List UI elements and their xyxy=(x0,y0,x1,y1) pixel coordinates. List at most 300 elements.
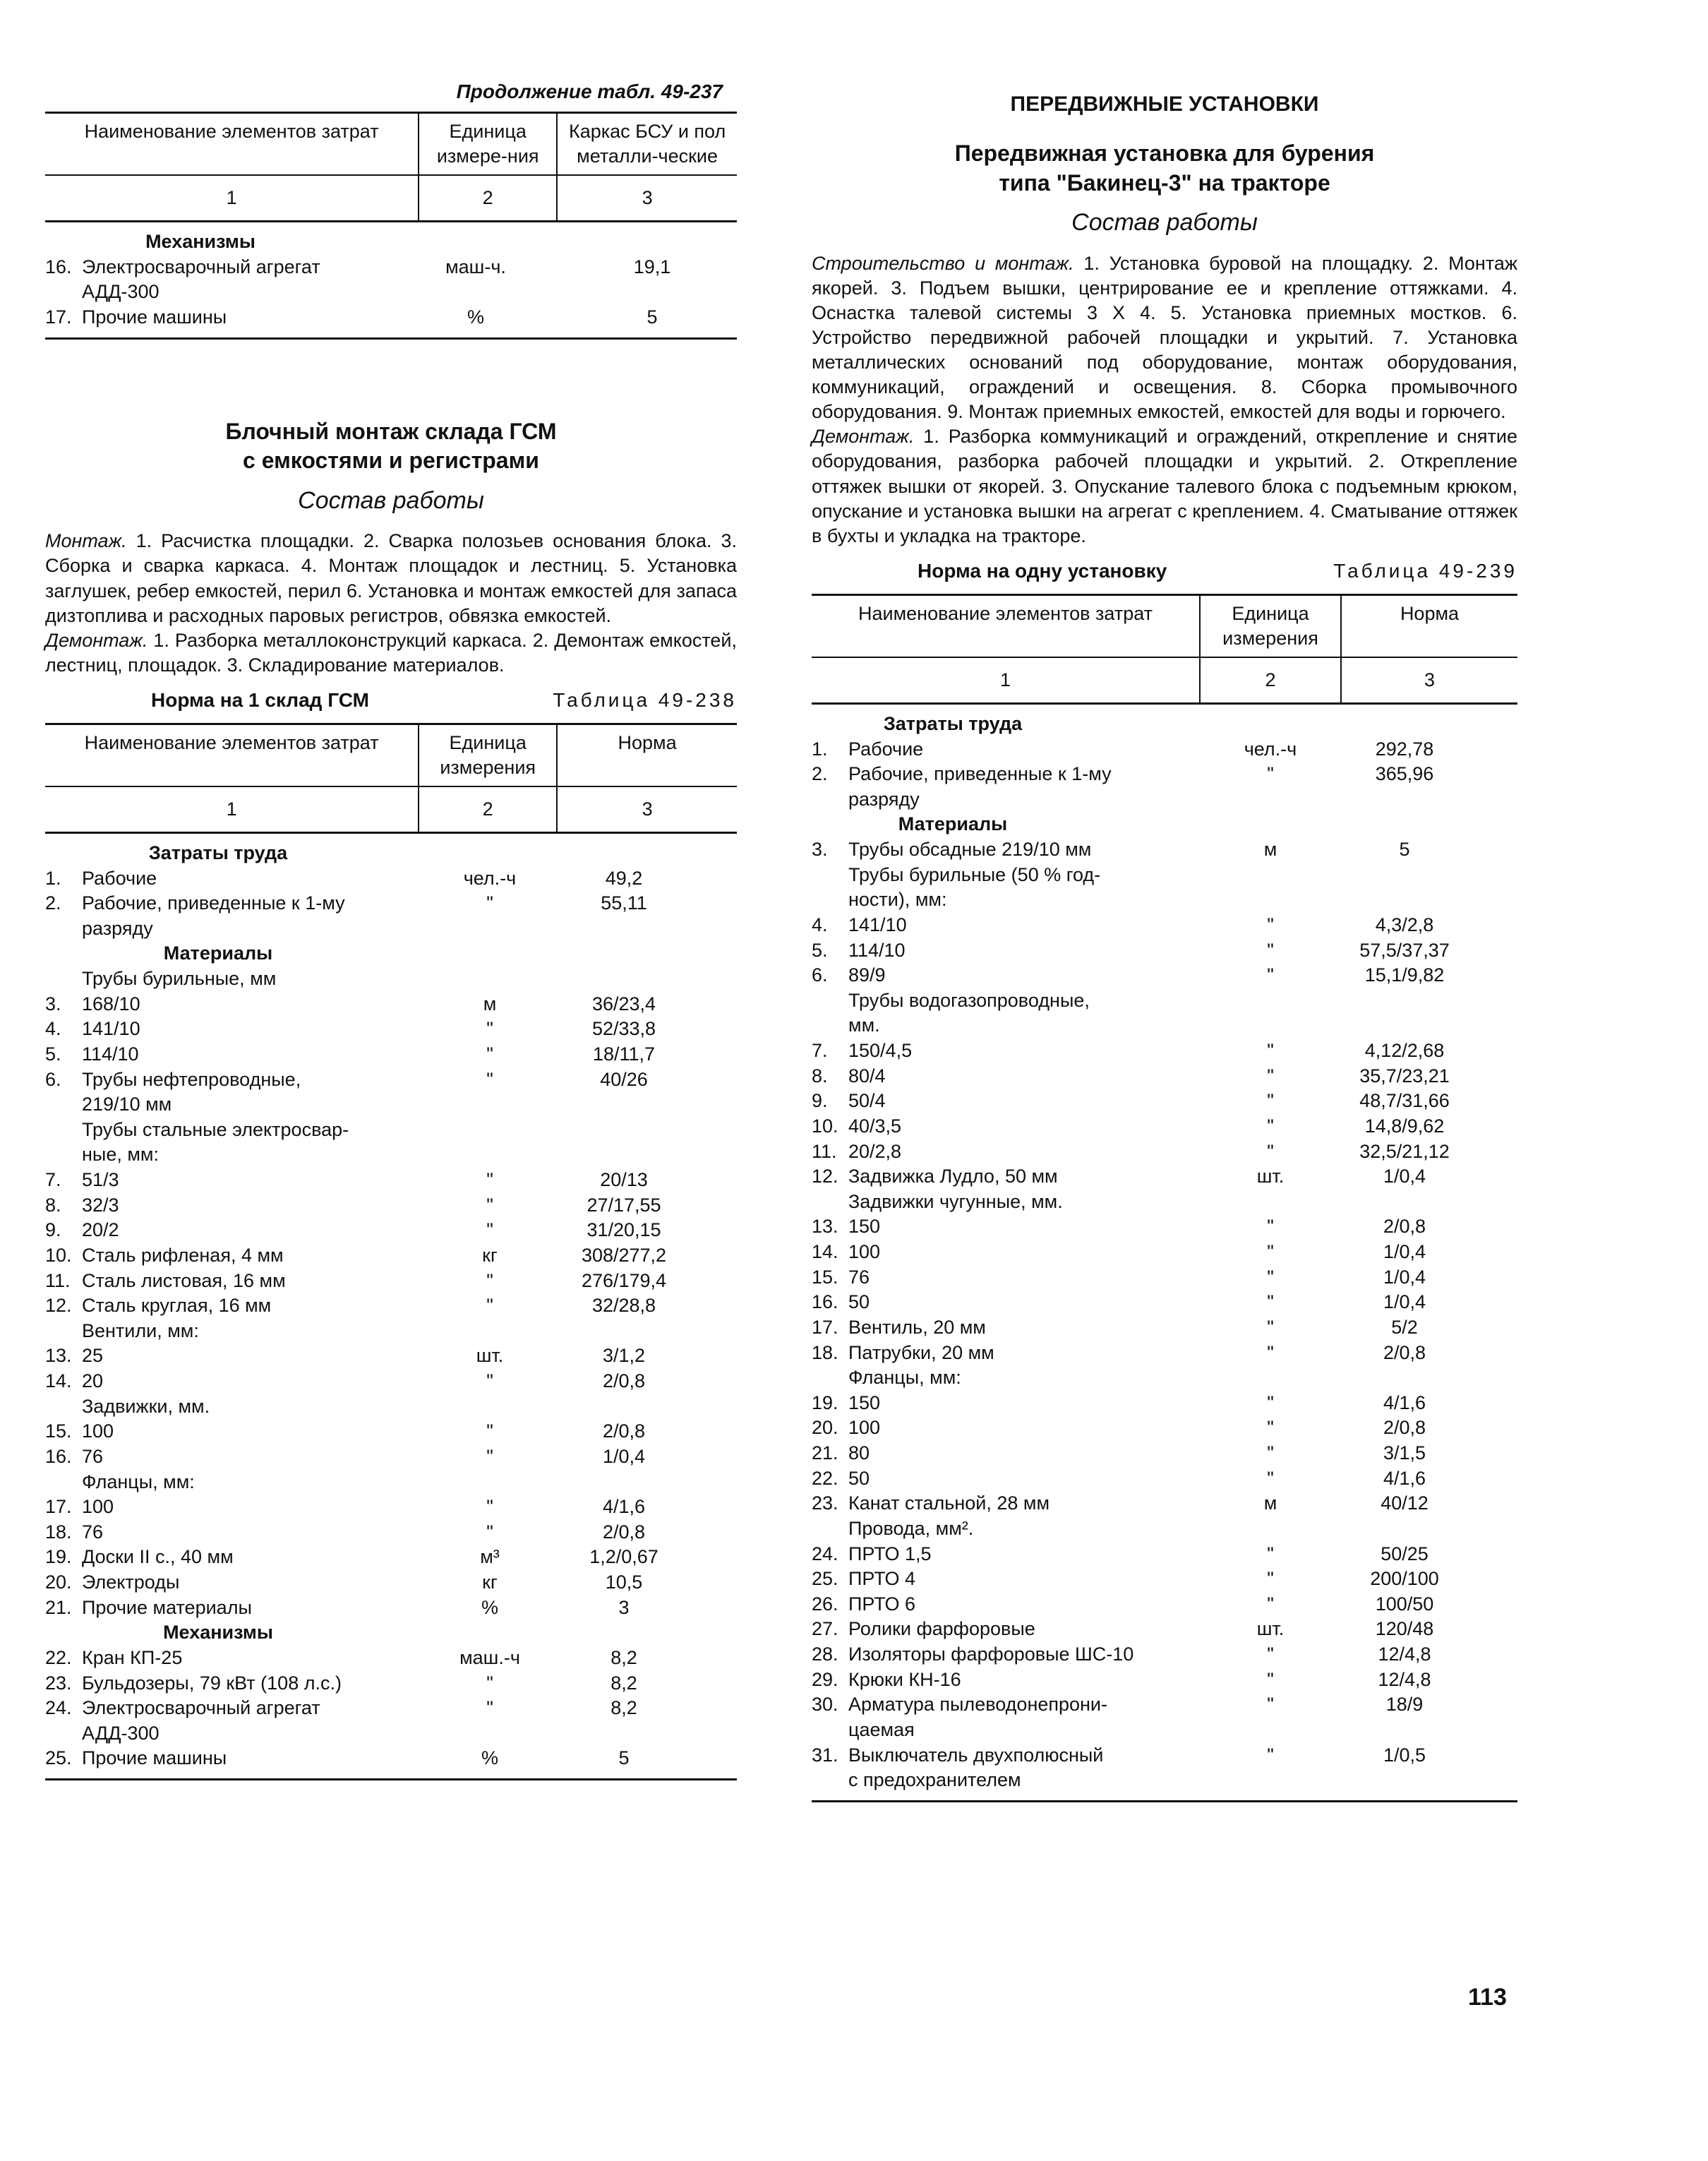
row-unit: " xyxy=(1267,1140,1274,1162)
row-value: 8,2 xyxy=(611,1646,637,1668)
table-row xyxy=(812,1013,1517,1038)
row-number: 4. xyxy=(45,1018,61,1040)
row-unit xyxy=(1207,1190,1334,1215)
row-value: 5/2 xyxy=(1391,1316,1418,1338)
row-value: 18/9 xyxy=(1385,1694,1424,1716)
row-number xyxy=(45,1394,82,1420)
table-237-header xyxy=(45,112,737,222)
row-name: 50/4 xyxy=(848,1090,886,1112)
row-value: 1/0,5 xyxy=(1383,1744,1426,1766)
row-number xyxy=(45,1092,82,1118)
row-number: 1. xyxy=(45,867,61,889)
row-unit: " xyxy=(486,1420,493,1442)
row-value: 5 xyxy=(1399,839,1410,861)
table-number: Таблица 49-239 xyxy=(1333,559,1517,582)
row-value: 19,1 xyxy=(633,256,671,277)
row-name: Изоляторы фарфоровые ШС-10 xyxy=(848,1644,1134,1665)
row-value xyxy=(553,916,694,942)
row-unit xyxy=(426,966,553,992)
table-group-heading xyxy=(45,941,737,966)
row-number: 17. xyxy=(812,1316,838,1338)
page-number: 113 xyxy=(1468,1984,1507,2011)
row-unit: " xyxy=(1267,763,1274,785)
row-name: Сталь листовая, 16 мм xyxy=(82,1269,286,1291)
group-label: Затраты труда xyxy=(883,712,1023,734)
row-number: 10. xyxy=(812,1115,838,1137)
row-value: 15,1/9,82 xyxy=(1364,964,1445,986)
row-name: 50 xyxy=(848,1467,870,1489)
table-row xyxy=(45,1067,737,1093)
row-number: 12. xyxy=(45,1295,72,1317)
row-unit: шт. xyxy=(1256,1166,1285,1187)
column-number: 1 xyxy=(45,786,419,833)
table-row xyxy=(45,1721,737,1747)
row-number: 6. xyxy=(812,964,828,986)
table-row xyxy=(812,837,1517,863)
montage-paragraph xyxy=(45,529,737,628)
row-value: 35,7/23,21 xyxy=(1359,1065,1450,1087)
row-unit: " xyxy=(1267,1417,1274,1439)
table-row xyxy=(812,1768,1517,1793)
row-number xyxy=(45,1118,82,1143)
norm-label: Норма на одну установку xyxy=(918,559,1167,582)
row-name: Трубы бурильные, мм xyxy=(82,968,277,990)
row-name: цаемая xyxy=(848,1718,915,1740)
row-name: Трубы водогазопроводные, xyxy=(848,989,1090,1011)
table-row xyxy=(45,1419,737,1444)
table-238-header xyxy=(45,723,737,834)
table-row xyxy=(45,1343,737,1369)
row-name: 25 xyxy=(82,1345,104,1367)
row-value: 5 xyxy=(618,1747,630,1769)
row-number: 22. xyxy=(812,1467,838,1489)
row-number: 26. xyxy=(812,1593,838,1615)
row-value: 4/1,6 xyxy=(602,1496,646,1518)
table-header-cell: Наименование элементов затрат xyxy=(812,594,1200,657)
row-unit xyxy=(426,916,553,942)
row-number: 7. xyxy=(812,1040,828,1062)
row-name: Выключатель двухполюсный xyxy=(848,1744,1104,1766)
row-unit: " xyxy=(486,892,493,914)
row-number: 19. xyxy=(45,1546,72,1568)
row-name: Сталь круглая, 16 мм xyxy=(82,1295,272,1317)
row-value: 120/48 xyxy=(1375,1618,1434,1640)
table-row xyxy=(45,1369,737,1394)
row-number xyxy=(45,966,82,992)
row-number xyxy=(812,1190,848,1215)
row-name: Канат стальной, 28 мм xyxy=(848,1492,1050,1514)
row-value xyxy=(553,1118,694,1143)
row-unit: маш.-ч xyxy=(459,1646,520,1668)
row-unit: маш-ч. xyxy=(445,256,506,277)
table-end-rule xyxy=(45,1778,737,1780)
demontage-paragraph xyxy=(812,424,1517,548)
row-value: 2/0,8 xyxy=(1383,1216,1426,1238)
row-name: 40/3,5 xyxy=(848,1115,902,1137)
row-name: 50 xyxy=(848,1291,870,1313)
group-label: Затраты труда xyxy=(148,842,288,863)
row-name: Электросварочный агрегат xyxy=(82,1697,320,1719)
row-number: 9. xyxy=(45,1219,61,1241)
row-name: 141/10 xyxy=(848,914,907,935)
group-label: Материалы xyxy=(163,942,273,964)
section-title-line: Передвижная установка для бурения xyxy=(954,140,1375,166)
table-row xyxy=(812,1315,1517,1341)
row-unit: " xyxy=(1267,1694,1274,1716)
row-unit: м xyxy=(1263,839,1277,861)
row-number: 5. xyxy=(812,939,828,961)
row-number: 8. xyxy=(45,1194,61,1216)
row-value: 12/4,8 xyxy=(1378,1668,1431,1690)
row-name: Фланцы, мм: xyxy=(82,1471,195,1492)
construction-paragraph xyxy=(812,251,1517,425)
row-name: ПРТО 1,5 xyxy=(848,1543,932,1564)
table-header-cell: Единица измерения xyxy=(1200,594,1341,657)
row-value: 1,2/0,67 xyxy=(589,1546,658,1568)
row-number xyxy=(45,1721,82,1747)
table-row xyxy=(812,1139,1517,1165)
row-name: 20/2 xyxy=(82,1219,119,1241)
row-name: Рабочие xyxy=(82,867,157,889)
row-value: 27/17,55 xyxy=(587,1194,661,1216)
row-unit xyxy=(1207,887,1334,913)
table-header-cell: Каркас БСУ и пол металли-ческие xyxy=(557,112,737,175)
row-number: 8. xyxy=(812,1065,828,1087)
row-number: 28. xyxy=(812,1644,838,1665)
row-number: 21. xyxy=(812,1442,838,1464)
row-name: 100 xyxy=(848,1241,881,1263)
row-name: разряду xyxy=(82,917,153,939)
row-value: 1/0,4 xyxy=(602,1445,646,1467)
table-row xyxy=(812,1668,1517,1693)
row-name: 219/10 мм xyxy=(82,1094,172,1115)
row-number xyxy=(45,1142,82,1168)
row-value xyxy=(1334,1013,1475,1038)
table-row xyxy=(812,1089,1517,1114)
table-row xyxy=(45,1092,737,1118)
row-value: 57,5/37,37 xyxy=(1359,939,1450,961)
row-value: 18/11,7 xyxy=(592,1043,656,1065)
row-unit: " xyxy=(1267,1115,1274,1137)
row-number xyxy=(812,1718,848,1743)
row-name: Ролики фарфоровые xyxy=(848,1618,1035,1640)
row-unit: " xyxy=(1267,1040,1274,1062)
table-row xyxy=(45,891,737,916)
row-unit: " xyxy=(486,1219,493,1241)
row-name: 20/2,8 xyxy=(848,1140,902,1162)
row-value xyxy=(553,1319,694,1344)
row-number: 5. xyxy=(45,1043,61,1065)
demontage-label: Демонтаж. xyxy=(812,426,915,448)
row-number xyxy=(812,863,848,888)
row-number: 23. xyxy=(45,1672,72,1694)
table-row xyxy=(45,1596,737,1621)
row-value: 32,5/21,12 xyxy=(1359,1140,1450,1162)
row-unit: " xyxy=(486,1018,493,1040)
row-name: Трубы бурильные (50 % год- xyxy=(848,863,1101,885)
row-number: 18. xyxy=(45,1521,72,1543)
row-value: 1/0,4 xyxy=(1383,1241,1426,1263)
column-number: 2 xyxy=(1200,657,1341,704)
row-name: АДД-300 xyxy=(82,1722,160,1744)
row-name: Рабочие xyxy=(848,738,924,760)
table-row xyxy=(812,1114,1517,1139)
table-number: Таблица 49-238 xyxy=(553,688,737,711)
table-row xyxy=(45,255,737,280)
row-unit xyxy=(1207,1516,1334,1542)
demontage-text: 1. Разборка металлоконструкций каркаса. 2. Демонтаж емкостей, лестниц, площадок. 3. Складирование материалов. xyxy=(45,629,737,676)
row-number: 19. xyxy=(812,1391,838,1413)
table-row xyxy=(812,1592,1517,1617)
row-number: 17. xyxy=(45,1496,72,1518)
demontage-text: 1. Разборка коммуникаций и ограждений, открепление и снятие оборудования, разборка рабочей площадки и укрытий. 2. Открепление оттяжек вышки от якорей. 3. Опускание талевого блока с подъемным крюком, опускание и установка вышки на агрегат с креплением. 4. Сматывание оттяжек в бухты и укладка на тракторе. xyxy=(812,426,1517,546)
table-header-cell: Единица измерения xyxy=(419,724,557,786)
row-number: 4. xyxy=(812,914,828,935)
row-name: 76 xyxy=(82,1521,104,1543)
row-name: 150/4,5 xyxy=(848,1040,913,1062)
row-number: 27. xyxy=(812,1618,838,1640)
table-row xyxy=(45,1168,737,1193)
table-row xyxy=(812,787,1517,813)
row-unit: чел.-ч xyxy=(463,867,517,889)
norm-label: Норма на 1 склад ГСМ xyxy=(151,688,369,711)
row-unit: % xyxy=(467,306,484,328)
section-subtitle: Состав работы xyxy=(1071,209,1258,237)
table-row xyxy=(45,1570,737,1596)
row-number: 17. xyxy=(45,306,72,328)
row-unit: " xyxy=(1267,1341,1274,1363)
row-value xyxy=(553,1721,694,1747)
table-row xyxy=(45,916,737,942)
demontage-paragraph xyxy=(45,628,737,678)
row-unit: кг xyxy=(482,1572,498,1593)
row-name: 100 xyxy=(848,1417,881,1439)
left-column xyxy=(45,79,737,1780)
row-unit xyxy=(1207,863,1334,888)
row-unit xyxy=(1207,1365,1334,1391)
table-row xyxy=(45,1646,737,1671)
row-number: 1. xyxy=(812,738,828,760)
table-row xyxy=(812,762,1517,787)
table-row xyxy=(812,1743,1517,1768)
row-number: 14. xyxy=(812,1241,838,1263)
table-row xyxy=(812,1642,1517,1668)
row-number: 20. xyxy=(45,1572,72,1593)
row-name: 114/10 xyxy=(82,1043,139,1065)
group-label: Материалы xyxy=(898,813,1008,835)
table-row xyxy=(812,1466,1517,1492)
row-number: 7. xyxy=(45,1169,61,1191)
row-unit: " xyxy=(486,1169,493,1191)
row-value: 2/0,8 xyxy=(602,1521,646,1543)
row-value: 52/33,8 xyxy=(591,1018,656,1040)
row-unit: " xyxy=(486,1295,493,1317)
row-number: 30. xyxy=(812,1694,838,1716)
row-unit: " xyxy=(1267,1442,1274,1464)
row-number: 20. xyxy=(812,1417,838,1439)
table-row xyxy=(812,1415,1517,1441)
table-header-cell: Наименование элементов затрат xyxy=(45,112,419,175)
row-number: 25. xyxy=(45,1747,72,1769)
row-value xyxy=(1334,1516,1475,1542)
row-unit xyxy=(1207,1768,1334,1793)
row-value: 200/100 xyxy=(1370,1568,1439,1590)
row-unit: " xyxy=(1267,1467,1274,1489)
row-name: АДД-300 xyxy=(82,281,160,303)
row-unit: " xyxy=(1267,1668,1274,1690)
row-number xyxy=(812,988,848,1014)
table-row xyxy=(812,1718,1517,1743)
table-row xyxy=(812,737,1517,762)
table-row xyxy=(812,1391,1517,1416)
row-name: Арматура пылеводонепрони- xyxy=(848,1694,1108,1716)
row-number xyxy=(45,916,82,942)
row-unit xyxy=(1207,787,1334,813)
table-row xyxy=(45,1470,737,1495)
row-unit xyxy=(426,1319,553,1344)
row-name: 150 xyxy=(848,1216,881,1238)
row-unit xyxy=(1207,1718,1334,1743)
table-row xyxy=(45,1746,737,1771)
row-name: 100 xyxy=(82,1496,114,1518)
section-subtitle: Состав работы xyxy=(298,486,484,514)
table-header-cell: Норма xyxy=(1341,594,1517,657)
row-value: 1/0,4 xyxy=(1383,1291,1426,1313)
row-unit: " xyxy=(486,1370,493,1392)
row-name: Крюки КН-16 xyxy=(848,1668,961,1690)
table-237-body xyxy=(45,229,737,330)
row-name: Рабочие, приведенные к 1-му xyxy=(848,763,1112,785)
row-name: 51/3 xyxy=(82,1169,119,1191)
row-value: 2/0,8 xyxy=(602,1370,646,1392)
row-value: 49,2 xyxy=(605,867,643,889)
row-value: 8,2 xyxy=(611,1672,637,1694)
table-row xyxy=(812,1240,1517,1265)
row-name: Трубы нефтепроводные, xyxy=(82,1068,301,1090)
montage-label: Монтаж. xyxy=(45,530,127,552)
row-name: Провода, мм². xyxy=(848,1517,974,1539)
row-unit: " xyxy=(486,1496,493,1518)
row-unit: " xyxy=(1267,939,1274,961)
row-unit xyxy=(426,1142,553,1168)
row-unit: " xyxy=(1267,1543,1274,1564)
row-unit: " xyxy=(1267,1744,1274,1766)
row-value: 50/25 xyxy=(1381,1543,1429,1564)
section-title-line: типа "Бакинец-3" на тракторе xyxy=(999,169,1330,196)
section-title-line: Блочный монтаж склада ГСМ xyxy=(225,418,557,444)
row-number: 25. xyxy=(812,1568,838,1590)
row-number: 3. xyxy=(812,839,828,861)
row-name: 76 xyxy=(848,1266,870,1288)
row-number: 21. xyxy=(45,1596,72,1618)
row-value: 5 xyxy=(646,306,658,328)
row-value xyxy=(1334,787,1475,813)
row-number xyxy=(812,887,848,913)
row-value xyxy=(1334,1718,1475,1743)
row-value: 2/0,8 xyxy=(1383,1341,1426,1363)
table-row xyxy=(45,280,737,305)
row-value: 3/1,5 xyxy=(1383,1442,1426,1464)
row-value: 12/4,8 xyxy=(1378,1644,1431,1665)
table-row xyxy=(812,1214,1517,1240)
row-value xyxy=(553,1394,694,1420)
table-row xyxy=(812,1290,1517,1315)
row-number xyxy=(45,1470,82,1495)
row-name: Фланцы, мм: xyxy=(848,1367,961,1389)
row-number xyxy=(45,280,82,305)
row-unit xyxy=(426,1721,553,1747)
row-value xyxy=(553,966,694,992)
row-unit: " xyxy=(1267,1216,1274,1238)
row-unit: шт. xyxy=(1256,1618,1285,1640)
table-row xyxy=(45,1319,737,1344)
row-value: 40/12 xyxy=(1381,1492,1429,1514)
row-value: 48,7/31,66 xyxy=(1359,1090,1450,1112)
table-row xyxy=(45,1444,737,1470)
column-number: 3 xyxy=(557,786,737,833)
table-row xyxy=(812,913,1517,938)
row-name: 89/9 xyxy=(848,964,886,986)
row-name: ПРТО 4 xyxy=(848,1568,916,1590)
table-row xyxy=(45,1269,737,1294)
norm-line xyxy=(45,688,737,713)
group-label: Механизмы xyxy=(163,1622,273,1644)
table-row xyxy=(45,1394,737,1420)
row-number xyxy=(812,1516,848,1542)
row-name: Сталь рифленая, 4 мм xyxy=(82,1244,284,1266)
table-row xyxy=(812,887,1517,913)
row-name: Вентили, мм: xyxy=(82,1319,199,1341)
row-name: 76 xyxy=(82,1445,104,1467)
table-row xyxy=(812,988,1517,1014)
section-title-line: с емкостями и регистрами xyxy=(243,448,539,474)
row-unit: " xyxy=(486,1445,493,1467)
row-unit: " xyxy=(1267,1090,1274,1112)
row-value xyxy=(567,280,737,305)
right-column xyxy=(812,90,1517,1802)
row-name: Доски II с., 40 мм xyxy=(82,1546,234,1568)
row-unit: " xyxy=(1267,1266,1274,1288)
row-number: 16. xyxy=(812,1291,838,1313)
table-row xyxy=(812,1038,1517,1064)
row-unit: % xyxy=(481,1596,498,1618)
row-name: 141/10 xyxy=(82,1018,140,1040)
row-value: 4,12/2,68 xyxy=(1364,1040,1445,1062)
row-name: 100 xyxy=(82,1420,114,1442)
row-number: 2. xyxy=(812,763,828,785)
row-unit: чел.-ч xyxy=(1244,738,1297,760)
row-value: 8,2 xyxy=(611,1697,637,1719)
table-row xyxy=(45,1243,737,1269)
table-row xyxy=(812,938,1517,964)
row-unit: " xyxy=(486,1194,493,1216)
column-number: 1 xyxy=(45,175,419,222)
column-number: 2 xyxy=(419,175,557,222)
table-row xyxy=(812,1265,1517,1291)
row-number: 16. xyxy=(45,1445,72,1467)
table-row xyxy=(45,1696,737,1721)
row-name: Задвижки чугунные, мм. xyxy=(848,1190,1063,1212)
row-number: 13. xyxy=(45,1345,72,1367)
table-row xyxy=(812,1441,1517,1466)
table-row xyxy=(812,1692,1517,1718)
table-row xyxy=(812,963,1517,988)
table-header-cell: Норма xyxy=(557,724,737,786)
row-unit: " xyxy=(1267,1593,1274,1615)
row-unit: " xyxy=(486,1269,493,1291)
row-number: 22. xyxy=(45,1646,72,1668)
row-unit: м xyxy=(1263,1492,1277,1514)
